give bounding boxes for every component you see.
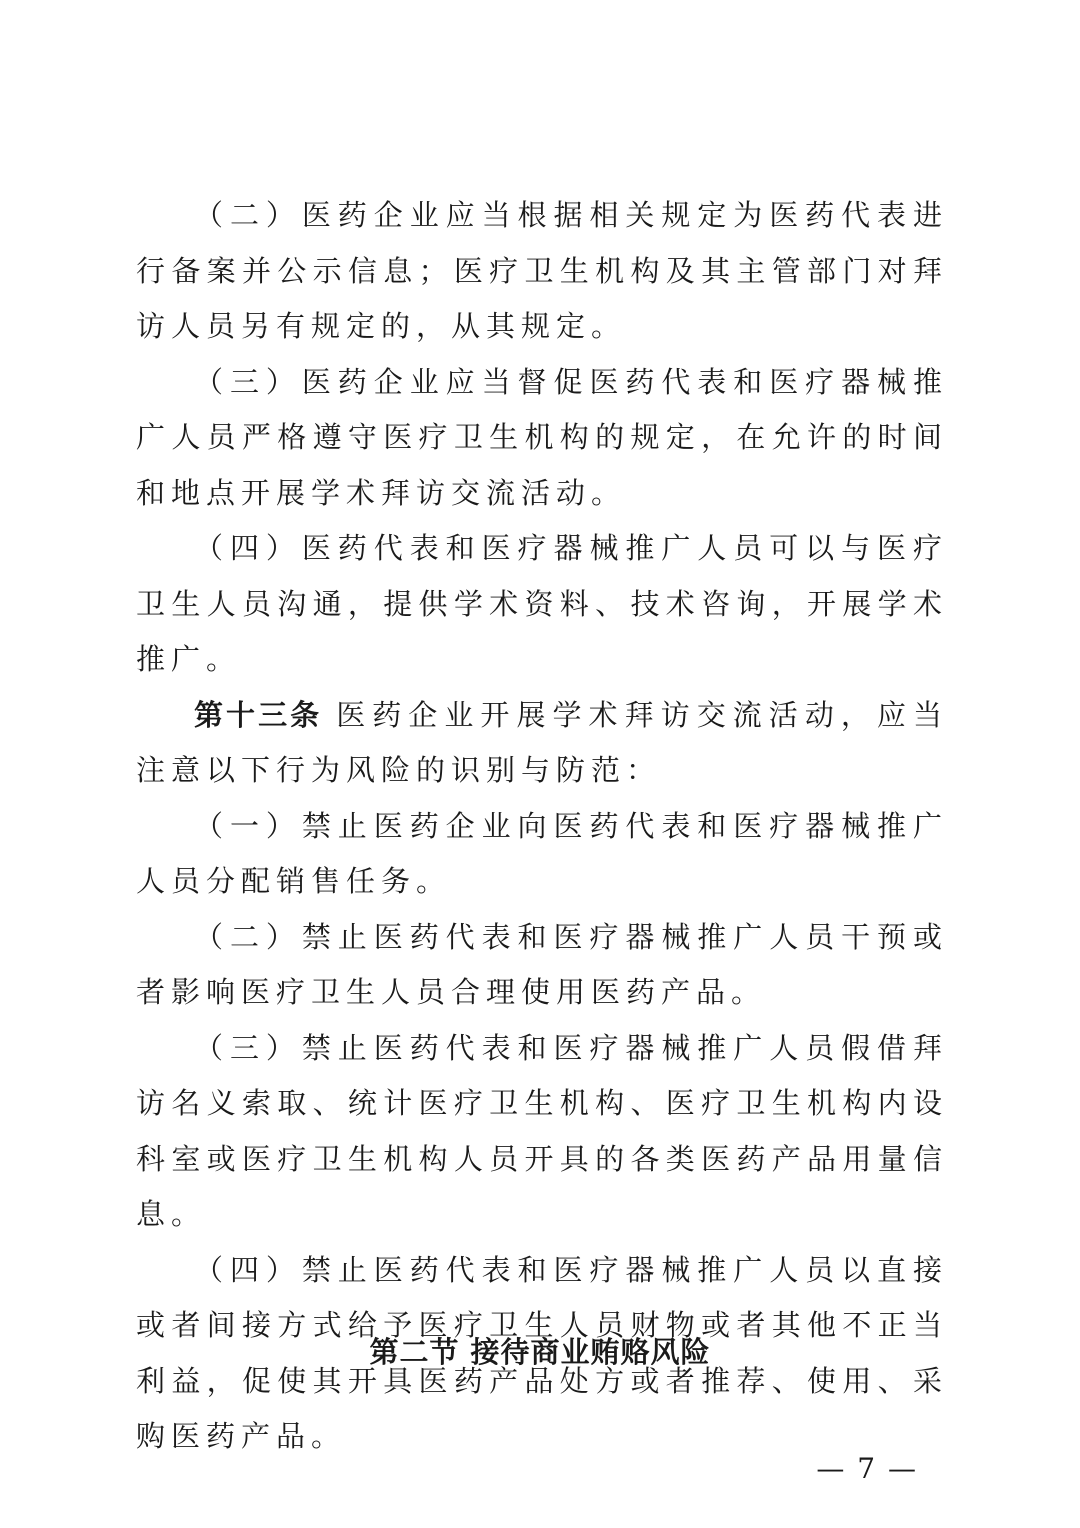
paragraph-text: 医药企业开展学术拜访交流活动，应当注意以下行为风险的识别与防范： [136,697,948,787]
paragraph-3-compliance [136,355,948,522]
article-13-item-1 [136,799,948,910]
section-title: 第二节 接待商业贿赂风险 [369,1335,711,1369]
article-13-item-3 [136,1021,948,1243]
article-number: 第十三条 [194,697,323,732]
paragraph-2-publicity [136,188,948,355]
paragraph-text: （四）医药代表和医疗器械推广人员可以与医疗卫生人员沟通，提供学术资料、技术咨询，开展学术推广。 [136,531,948,676]
article-13 [136,688,948,799]
paragraph-text: （二）禁止医药代表和医疗器械推广人员干预或者影响医疗卫生人员合理使用医药产品。 [136,919,948,1009]
article-13-item-2 [136,910,948,1021]
paragraph-4-communication [136,521,948,688]
page-number: — 7 — [816,1452,918,1485]
paragraph-text: （三）禁止医药代表和医疗器械推广人员假借拜访名义索取、统计医疗卫生机构、医疗卫生机构内设科室或医疗卫生机构人员开具的各类医药产品用量信息。 [136,1030,948,1231]
paragraph-text: （三）医药企业应当督促医药代表和医疗器械推广人员严格遵守医疗卫生机构的规定，在允许的时间和地点开展学术拜访交流活动。 [136,364,948,510]
paragraph-text: （四）禁止医药代表和医疗器械推广人员以直接或者间接方式给予医疗卫生人员财物或者其他不正当利益，促使其开具医药产品处方或者推荐、使用、采购医药产品。 [136,1252,948,1453]
document-body [136,188,948,1465]
paragraph-text: （一）禁止医药企业向医药代表和医疗器械推广人员分配销售任务。 [136,808,948,898]
paragraph-text: （二）医药企业应当根据相关规定为医药代表进行备案并公示信息；医疗卫生机构及其主管部门对拜访人员另有规定的，从其规定。 [136,198,948,343]
